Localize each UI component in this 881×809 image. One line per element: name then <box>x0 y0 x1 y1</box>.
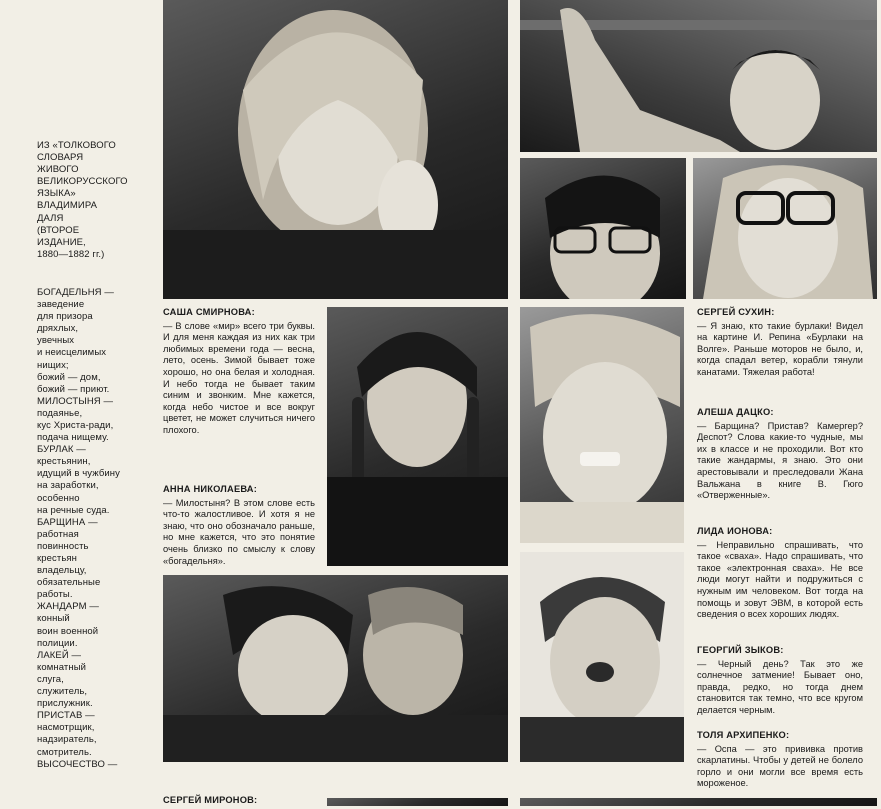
dictionary-headword: БАРЩИНА — <box>37 516 98 528</box>
quote-ionova <box>697 526 863 621</box>
dictionary-definition-line: кус Христа-ради, <box>37 419 114 431</box>
quote-author: ТОЛЯ АРХИПЕНКО: <box>697 730 790 740</box>
dictionary-definition-line: увечных <box>37 335 75 347</box>
quote-author: САША СМИРНОВА: <box>163 307 255 317</box>
quote-zykov <box>697 645 863 717</box>
photo-bottom-partial <box>327 798 508 806</box>
dictionary-entries <box>37 287 147 771</box>
photo-bottom-right-partial <box>520 798 877 806</box>
photo-girl-laughing <box>520 552 684 762</box>
photo-girl-smiling-chin-on-hand <box>163 0 508 299</box>
dictionary-definition-line: конный <box>37 613 70 625</box>
photo-boy-with-glasses <box>520 158 686 299</box>
dictionary-definition-line: подаянье, <box>37 407 83 419</box>
dictionary-column <box>37 140 147 771</box>
quote-author: АЛЕША ДАЦКО: <box>697 407 774 417</box>
photo-two-children-talking <box>163 575 508 762</box>
dictionary-definition-line: крестьян <box>37 553 77 564</box>
quote-text: — В слове «мир» всего три буквы. И для меня каждая из них как три любимых времени года — весна, лето, осень. Зимой бывает тоже хорошо, но она белая и холодная. И небо тогда не бывает таким синим и звонким. Мне кажется, когда небо чистое и все вокруг цветет, не может случиться ничего плохого. <box>163 320 315 435</box>
quote-datsko <box>697 407 863 502</box>
dictionary-definition-line: смотритель. <box>37 746 92 758</box>
dictionary-definition-line: прислужник. <box>37 698 93 710</box>
quote-text: — Я знаю, кто такие бурлаки! Видел на картине И. Репина «Бурлаки на Волге». Раньше моторов не было, и, когда спадал ветер, корабли тянули канатами. Тяжелая работа! <box>697 320 863 377</box>
quote-arkhipenko <box>697 730 863 790</box>
source-caption <box>37 140 147 261</box>
quote-author: СЕРГЕЙ МИРОНОВ: <box>163 795 258 805</box>
source-line: 1880—1882 гг.) <box>37 248 105 260</box>
quote-smirnova <box>163 307 315 437</box>
photo-boy-raising-hand <box>520 0 877 152</box>
source-line: ИЗДАНИЕ, <box>37 236 86 248</box>
source-line: СЛОВАРЯ <box>37 152 84 164</box>
dictionary-definition-line: крестьянин, <box>37 456 91 468</box>
dictionary-definition-line: для призора <box>37 311 93 323</box>
photo-girl-with-glasses <box>693 158 877 299</box>
dictionary-definition-line: божий — дом, <box>37 371 101 383</box>
dictionary-definition-line: повинность <box>37 540 89 552</box>
dictionary-definition-line: слуга, <box>37 673 64 685</box>
source-line: ИЗ «ТОЛКОВОГО <box>37 140 116 151</box>
dictionary-definition-line: заведение <box>37 299 85 311</box>
dictionary-definition-line: подача нищему. <box>37 432 109 444</box>
dictionary-definition-line: божий — приют. <box>37 383 110 395</box>
dictionary-definition-line: владельцу, <box>37 565 87 577</box>
quote-author: ЛИДА ИОНОВА: <box>697 526 773 536</box>
dictionary-definition-line: на заработки, <box>37 480 99 492</box>
dictionary-definition-line: насмотрщик, <box>37 722 95 734</box>
quote-sukhin <box>697 307 863 379</box>
dictionary-definition-line: служитель, <box>37 686 88 698</box>
dictionary-definition-line: полиции. <box>37 637 78 649</box>
dictionary-definition-line: комнатный <box>37 661 87 673</box>
source-line: ЖИВОГО <box>37 164 79 176</box>
dictionary-definition-line: дряхлых, <box>37 323 79 335</box>
source-line: (ВТОРОЕ <box>37 224 80 236</box>
quote-text: — Черный день? Так это же солнечное затмение! Бывает оно, правда, редко, но тогда днем становится так темно, что все кругом делается черным. <box>697 658 863 715</box>
dictionary-definition-line: на речные суда. <box>37 504 110 516</box>
quote-mironov <box>163 795 315 809</box>
dictionary-definition-line: и неисцелимых <box>37 347 107 359</box>
quote-author: АННА НИКОЛАЕВА: <box>163 484 258 494</box>
dictionary-headword: МИЛОСТЫНЯ — <box>37 395 114 407</box>
quote-text: — Милостыня? В этом слове есть что-то жалостливое. И хотя я не знаю, что оно обозначало раньше, но мне кажется, что это понятие очень близко по смыслу к слову «богадельня». <box>163 497 315 566</box>
quote-nikolaeva <box>163 484 315 567</box>
dictionary-definition-line: работная <box>37 528 79 540</box>
dictionary-definition-line: обязательные <box>37 577 101 589</box>
dictionary-definition-line: нищих; <box>37 359 69 371</box>
source-line: ВЕЛИКОРУССКОГО <box>37 176 128 188</box>
source-line: ВЛАДИМИРА <box>37 200 98 212</box>
dictionary-headword: БУРЛАК — <box>37 444 86 456</box>
dictionary-definition-line: работы. <box>37 589 73 601</box>
dictionary-definition-line: надзиратель, <box>37 734 97 746</box>
dictionary-definition-line: воин военной <box>37 625 99 637</box>
dictionary-headword: ВЫСОЧЕСТВО — <box>37 758 118 770</box>
source-line: ЯЗЫКА» <box>37 188 76 200</box>
photo-boy-grinning <box>520 307 684 543</box>
photo-girl-with-braids <box>327 307 508 566</box>
quote-author: ГЕОРГИЙ ЗЫКОВ: <box>697 645 784 655</box>
dictionary-headword: ПРИСТАВ — <box>37 710 95 722</box>
dictionary-headword: БОГАДЕЛЬНЯ — <box>37 286 114 298</box>
quote-text: — Неправильно спрашивать, что такое «сваха». Надо спрашивать, что такое «электронная сваха». Не все люди могут найти и подружиться с нужным им человеком. Вот тогда на помощь и зовут ЭВМ, в которой есть сведения о всех хороших людях. <box>697 539 863 620</box>
dictionary-definition-line: идущий в чужбину <box>37 468 120 480</box>
source-line: ДАЛЯ <box>37 212 64 224</box>
quote-author: СЕРГЕЙ СУХИН: <box>697 307 775 317</box>
quote-text: — Оспа — это прививка против скарлатины. Чтобы у детей не болело горло и они могли все время есть мороженое. <box>697 743 863 789</box>
dictionary-headword: ЛАКЕЙ — <box>37 649 82 661</box>
dictionary-headword: ЖАНДАРМ — <box>37 601 99 613</box>
dictionary-definition-line: особенно <box>37 492 80 504</box>
quote-text: — Барщина? Пристав? Камергер? Деспот? Слова какие-то чудные, мы их в классе и не проходили. Вот кто такие жандармы, я знаю. Это они арестовывали и преследовали Жана Вальжана в книге В. Гюго «Отверженные». <box>697 420 863 501</box>
